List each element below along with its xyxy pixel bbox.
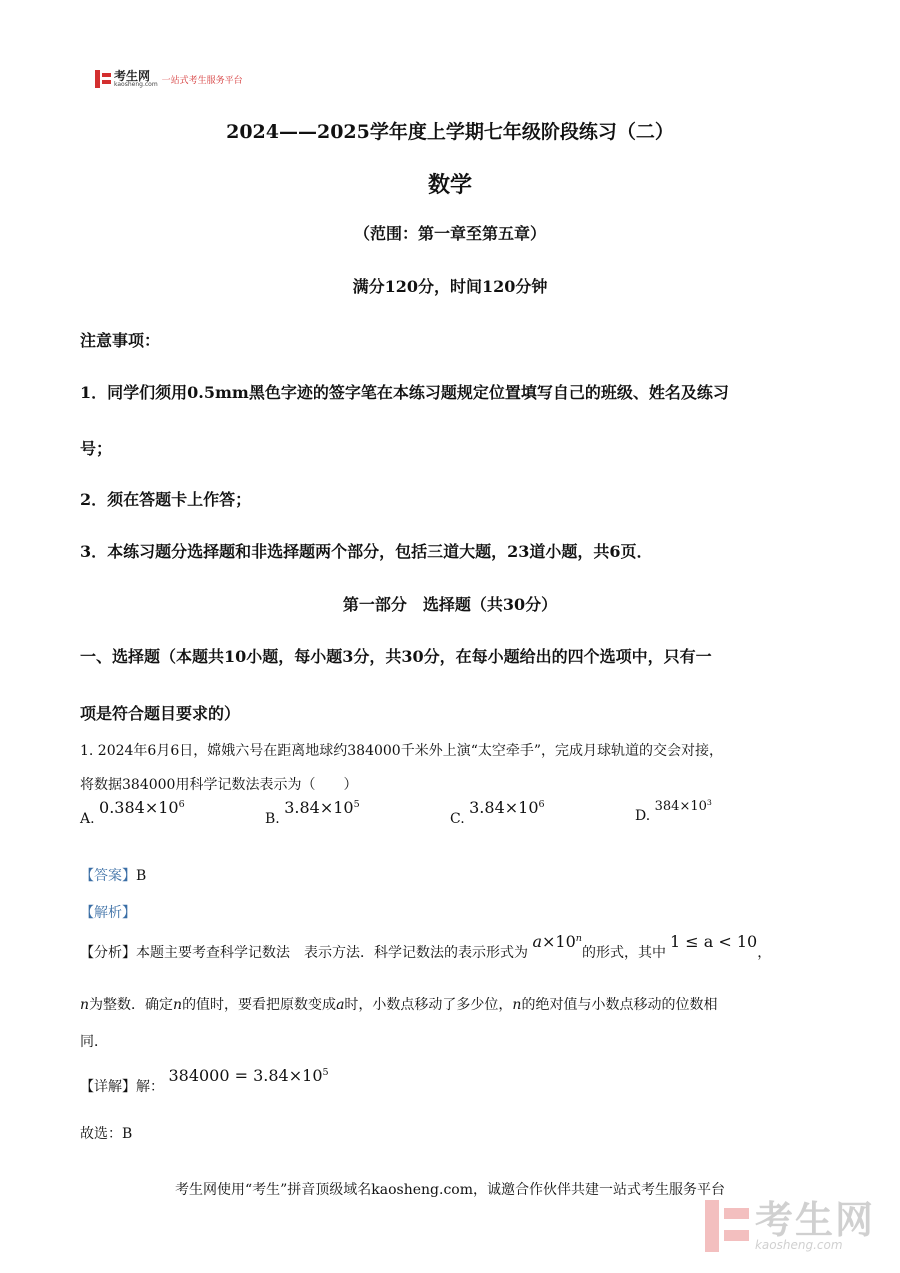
- notes-item-3: 3．本练习题分选择题和非选择题两个部分，包括三道大题，23道小题，共6页．: [80, 542, 653, 561]
- conclusion-line: 故选：B: [80, 1126, 133, 1142]
- detail-line: 【详解】解： $384000 = 3.84\times 10^5$: [80, 1066, 329, 1095]
- answer-line: [80, 865, 146, 885]
- site-logo[interactable]: [95, 70, 243, 88]
- question-1-stem-cont: 将数据384000用科学记数法表示为（ ）: [80, 777, 358, 793]
- exam-scope: （范围：第一章至第五章）: [353, 224, 546, 243]
- question-1-stem: 1. 2024年6月6日，嫦娥六号在距离地球约384000千米外上演“太空牵手”，完成月球轨道的交会对接，: [80, 743, 724, 759]
- answer-tag: 【答案】: [80, 868, 136, 884]
- watermark-domain: kaosheng.com: [754, 1238, 843, 1252]
- option-c: C. $3.84\times 10^6$: [450, 798, 545, 827]
- watermark-mark-icon: [705, 1200, 749, 1252]
- part1-heading: 第一部分 选择题（共30分）: [342, 595, 558, 614]
- option-a: A. $0.384\times 10^6$: [80, 798, 185, 827]
- watermark-logo: [705, 1200, 875, 1252]
- notes-item-1-cont: 号；: [80, 439, 113, 458]
- logo-domain: kaosheng.com: [114, 81, 158, 88]
- exam-title: 2024——2025学年度上学期七年级阶段练习（二）: [226, 121, 674, 143]
- logo-name: 考生网: [114, 69, 151, 83]
- section1-heading: 一、选择题（本题共10小题，每小题3分，共30分，在每小题给出的四个选项中，只有一: [80, 647, 712, 666]
- option-d: D. $384\times 10^3$: [635, 797, 712, 824]
- score-time: 满分120分，时间120分钟: [352, 277, 548, 296]
- logo-mark-icon: [95, 70, 111, 88]
- logo-slogan: 一站式考生服务平台: [161, 75, 243, 86]
- analysis-tag: 【解析】: [80, 905, 136, 921]
- notes-heading: 注意事项：: [80, 331, 161, 350]
- notes-item-1: 1．同学们须用0.5mm黑色字迹的签字笔在本练习题规定位置填写自己的班级、姓名及练习: [80, 383, 729, 402]
- notes-item-2: 2．须在答题卡上作答；: [80, 490, 252, 509]
- analysis-line-1: 【分析】本题主要考查科学记数法 表示方法．科学记数法的表示形式为 $a\times 10^n$的形式，其中1 ≤ a < 10，: [80, 932, 772, 961]
- answer-value: B: [136, 868, 147, 884]
- subject-title: 数学: [427, 172, 472, 198]
- analysis-line-3: 同．: [80, 1034, 108, 1050]
- option-b: B. $3.84\times 10^5$: [265, 798, 360, 827]
- watermark-name: 考生网: [754, 1198, 875, 1242]
- section1-heading-cont: 项是符合题目要求的）: [80, 704, 241, 723]
- analysis-line-2: n为整数．确定n的值时，要看把原数变成a时，小数点移动了多少位，n的绝对值与小数点移动的位数相: [80, 997, 718, 1013]
- footer-text: 考生网使用“考生”拼音顶级域名kaosheng.com，诚邀合作伙伴共建一站式考生服务平台: [174, 1182, 726, 1198]
